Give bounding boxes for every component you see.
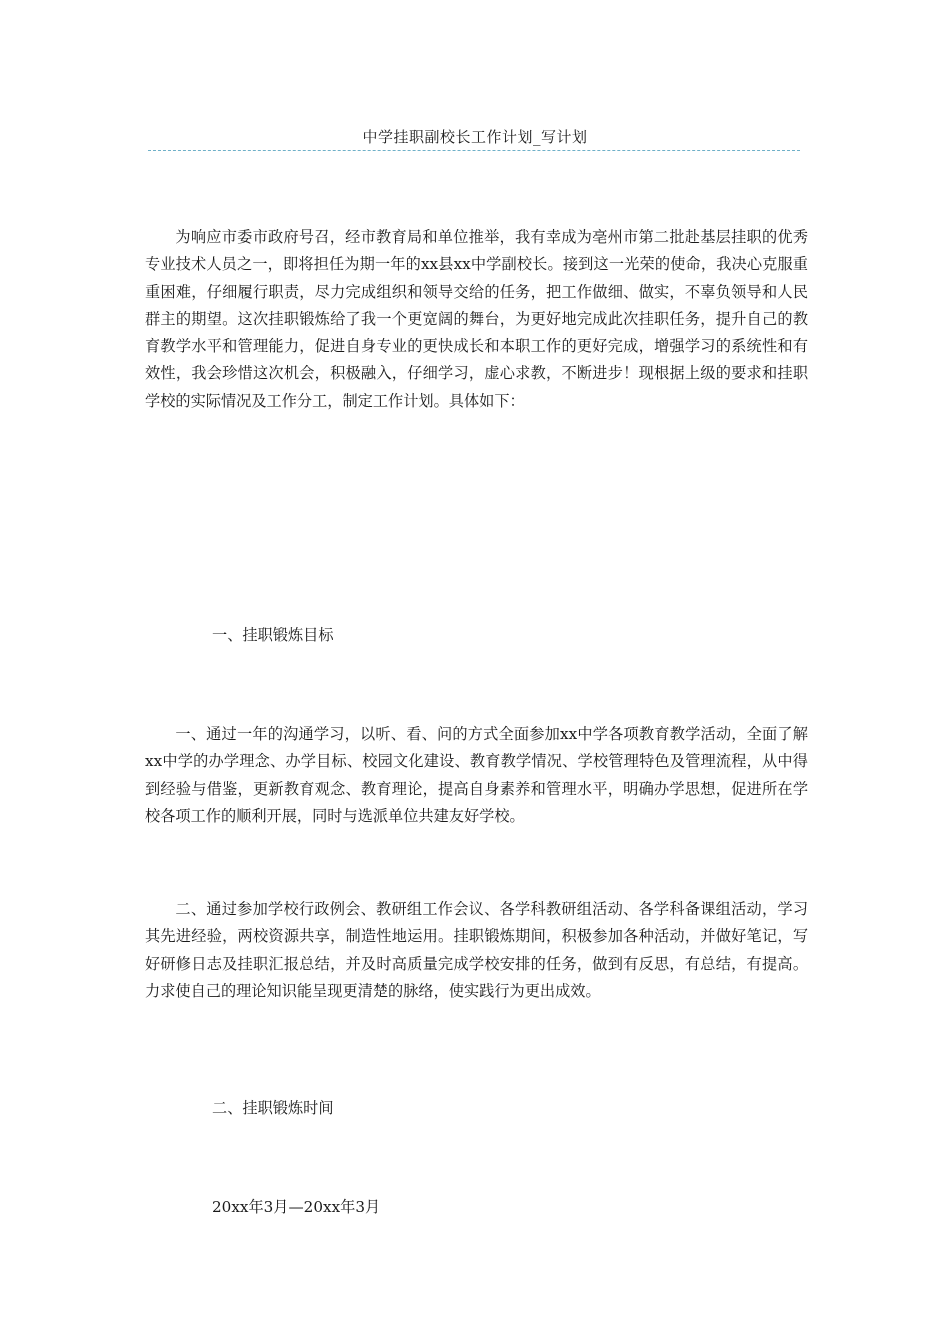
title-divider: [148, 150, 800, 151]
time-range: 20xx年3月—20xx年3月: [212, 1198, 381, 1216]
page-title: 中学挂职副校长工作计划_写计划: [362, 128, 588, 146]
intro-paragraph: 为响应市委市政府号召，经市教育局和单位推举，我有幸成为亳州市第二批赴基层挂职的优秀专业技术人员之一，即将担任为期一年的xx县xx中学副校长。接到这一光荣的使命，我决心克服重重困难，仔细履行职责，尽力完成组织和领导交给的任务，把工作做细、做实，不辜负领导和人民群主的期望。这次挂职锻炼给了我一个更宽阔的舞台，为更好地完成此次挂职任务，提升自己的教育教学水平和管理能力，促进自身专业的更快成长和本职工作的更好完成，增强学习的系统性和有效性，我会珍惜这次机会，积极融入，仔细学习，虚心求教，不断进步！现根据上级的要求和挂职学校的实际情况及工作分工，制定工作计划。具体如下：: [145, 228, 808, 410]
goal-item-1: 一、通过一年的沟通学习，以听、看、问的方式全面参加xx中学各项教育教学活动，全面了解xx中学的办学理念、办学目标、校园文化建设、教育教学情况、学校管理特色及管理流程，从中得到经验与借鉴，更新教育观念、教育理论，提高自身素养和管理水平，明确办学思想，促进所在学校各项工作的顺利开展，同时与选派单位共建友好学校。: [145, 725, 808, 825]
goal-item-2: 二、通过参加学校行政例会、教研组工作会议、各学科教研组活动、各学科备课组活动，学习其先进经验，两校资源共享，制造性地运用。挂职锻炼期间，积极参加各种活动，并做好笔记，写好研修日志及挂职汇报总结，并及时高质量完成学校安排的任务，做到有反思，有总结，有提高。力求使自己的理论知识能呈现更清楚的脉络，使实践行为更出成效。: [145, 900, 808, 1000]
section-heading-goals: 一、挂职锻炼目标: [212, 626, 334, 644]
section-heading-time: 二、挂职锻炼时间: [212, 1099, 334, 1117]
